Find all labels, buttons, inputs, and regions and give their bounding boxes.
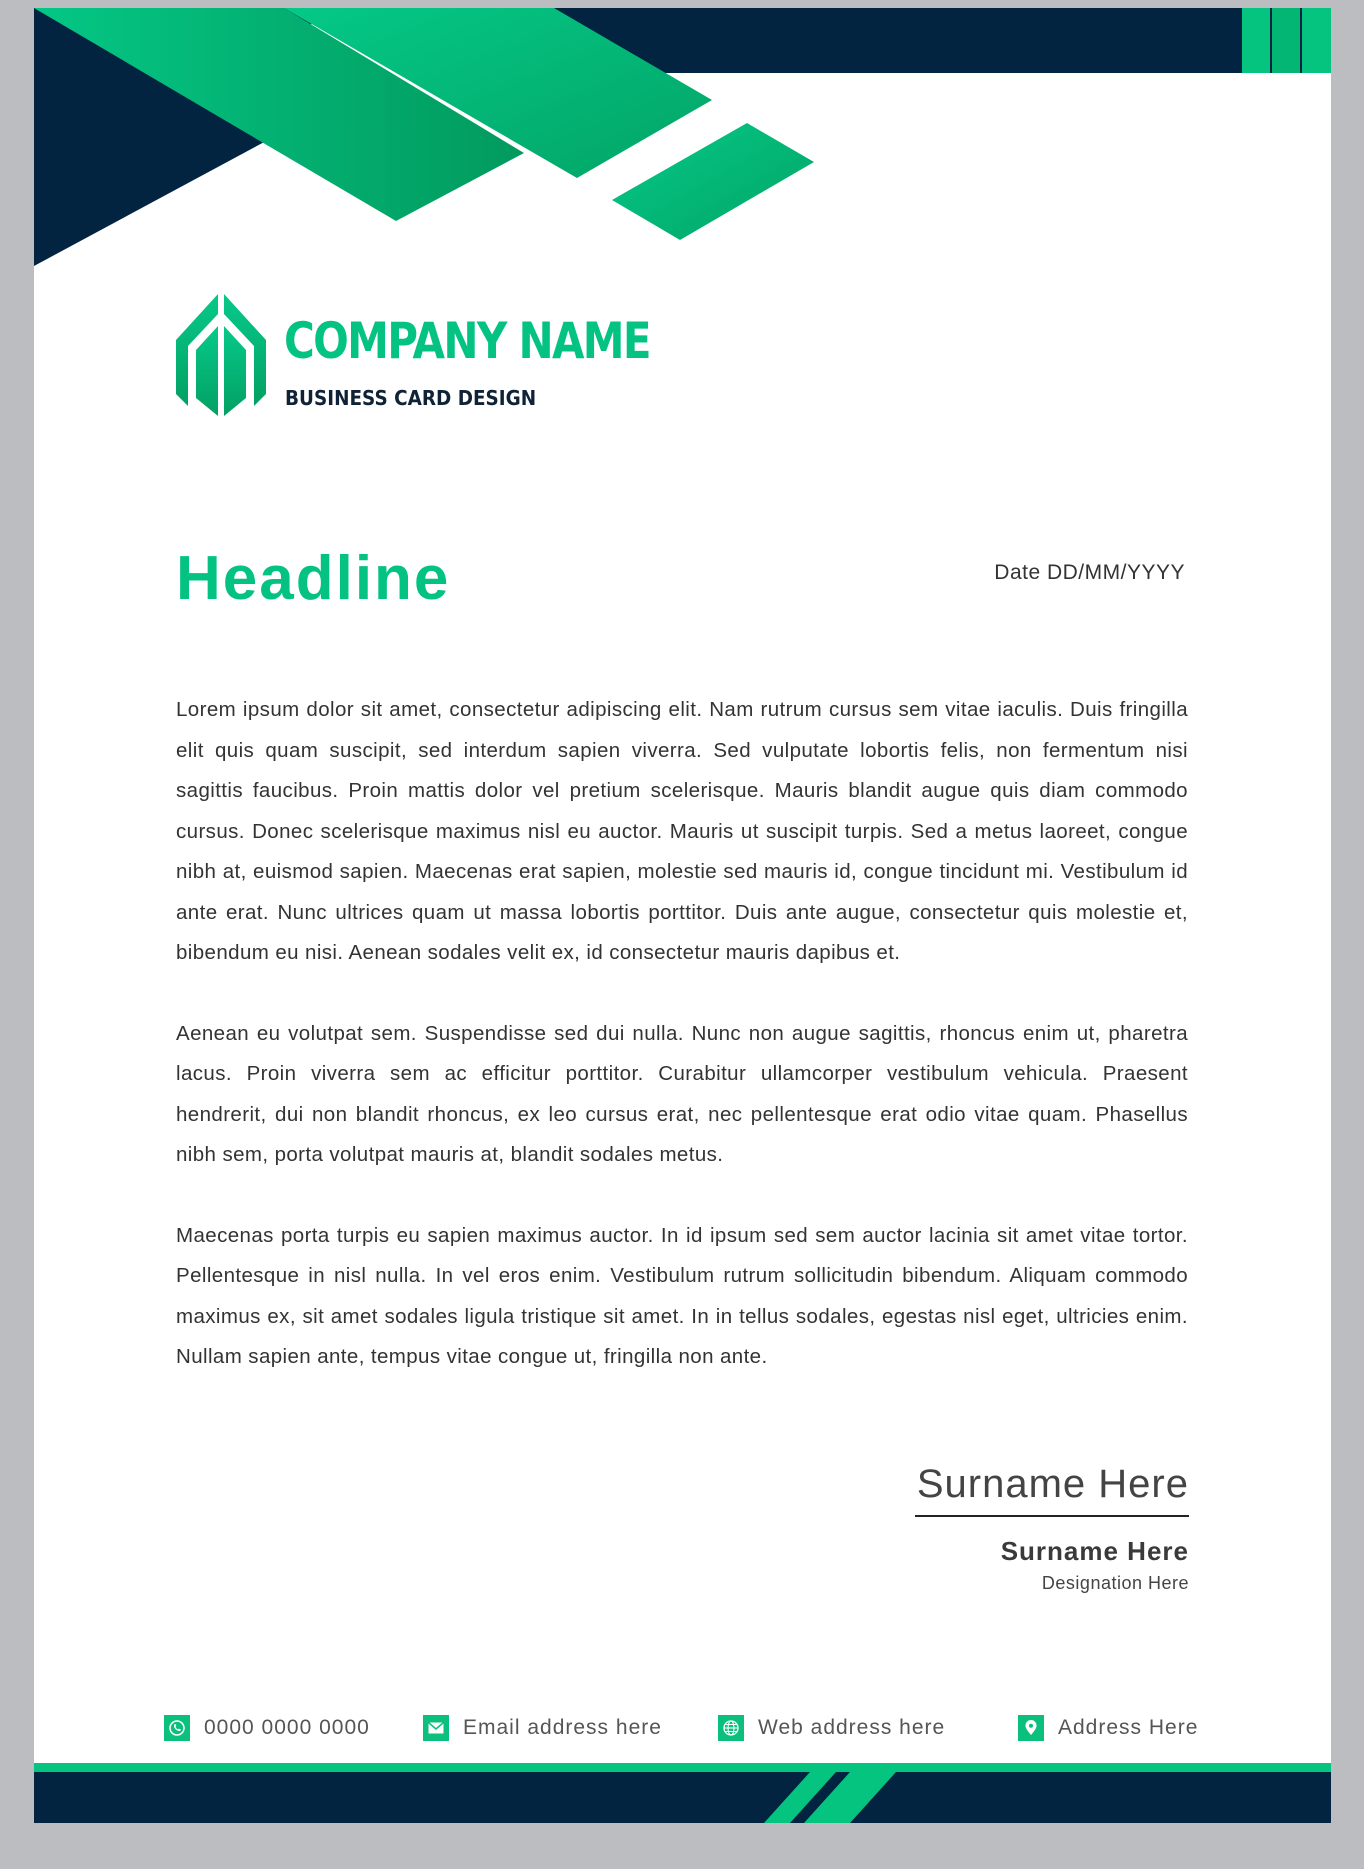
contact-address	[1018, 1715, 1198, 1741]
header-decoration	[34, 8, 1331, 268]
email-icon	[423, 1715, 449, 1741]
company-name: COMPANY NAME	[284, 312, 650, 370]
company-tagline: BUSINESS CARD DESIGN	[285, 386, 537, 410]
body-paragraph: Lorem ipsum dolor sit amet, consectetur adipiscing elit. Nam rutrum cursus sem vitae iaculis. Duis fringilla elit quis quam suscipit, sed interdum sapien viverra. Sed vulputate lobortis felis, non fermentum nisi sagittis faucibus. Proin mattis dolor vel pretium scelerisque. Mauris blandit augue quis diam commodo cursus. Donec scelerisque maximus nisl eu auctor. Mauris ut suscipit turpis. Sed a metus laoreet, congue nibh at, euismod sapien. Maecenas erat sapien, molestie sed mauris id, congue tincidunt mi. Vestibulum id ante erat. Nunc ultrices quam ut massa lobortis porttitor. Duis ante augue, consectetur quis molestie et, bibendum eu nisi. Aenean sodales velit ex, id consectetur mauris dapibus et.	[176, 698, 1188, 964]
footer-decoration	[34, 1763, 1331, 1823]
signature-name: Surname Here	[1000, 1536, 1189, 1566]
contact-email	[423, 1715, 662, 1741]
contact-web	[718, 1715, 945, 1741]
contact-phone	[164, 1715, 370, 1741]
body-paragraph: Maecenas porta turpis eu sapien maximus auctor. In id ipsum sed sem auctor lacinia sit amet vitae tortor. Pellentesque in nisl nulla. In vel eros enim. Vestibulum rutrum sollicitudin bibendum. Aliquam commodo maximus ex, sit amet sodales ligula tristique sit amet. In in tellus sodales, egestas nisl eget, ultricies enim. Nullam sapien ante, tempus vitae congue ut, fringilla non ante.	[176, 1223, 1188, 1368]
phone-text: 0000 0000 0000	[204, 1716, 370, 1739]
signature-designation: Designation Here	[1041, 1573, 1189, 1593]
web-text: Web address here	[758, 1716, 946, 1739]
letterhead-page	[34, 8, 1331, 1823]
location-pin-icon	[1018, 1715, 1044, 1741]
letter-body	[176, 690, 1188, 1418]
signature-script: Surname Here	[916, 1462, 1189, 1506]
address-text: Address Here	[1058, 1716, 1199, 1739]
company-logo-icon	[176, 294, 268, 432]
headline: Headline	[176, 544, 451, 613]
globe-icon	[718, 1715, 744, 1741]
body-paragraph: Aenean eu volutpat sem. Suspendisse sed dui nulla. Nunc non augue sagittis, rhoncus enim ut, pharetra lacus. Proin viverra sem ac efficitur porttitor. Curabitur ullamcorper vestibulum vehicula. Praesent hendrerit, dui non blandit rhoncus, ex leo cursus erat, nec pellentesque erat odio vitae quam. Phasellus nibh sem, porta volutpat mauris at, blandit sodales metus.	[176, 1021, 1188, 1166]
date: Date DD/MM/YYYY	[994, 561, 1185, 584]
phone-icon	[164, 1715, 190, 1741]
email-text: Email address here	[463, 1716, 662, 1739]
signature-line	[915, 1515, 1189, 1517]
